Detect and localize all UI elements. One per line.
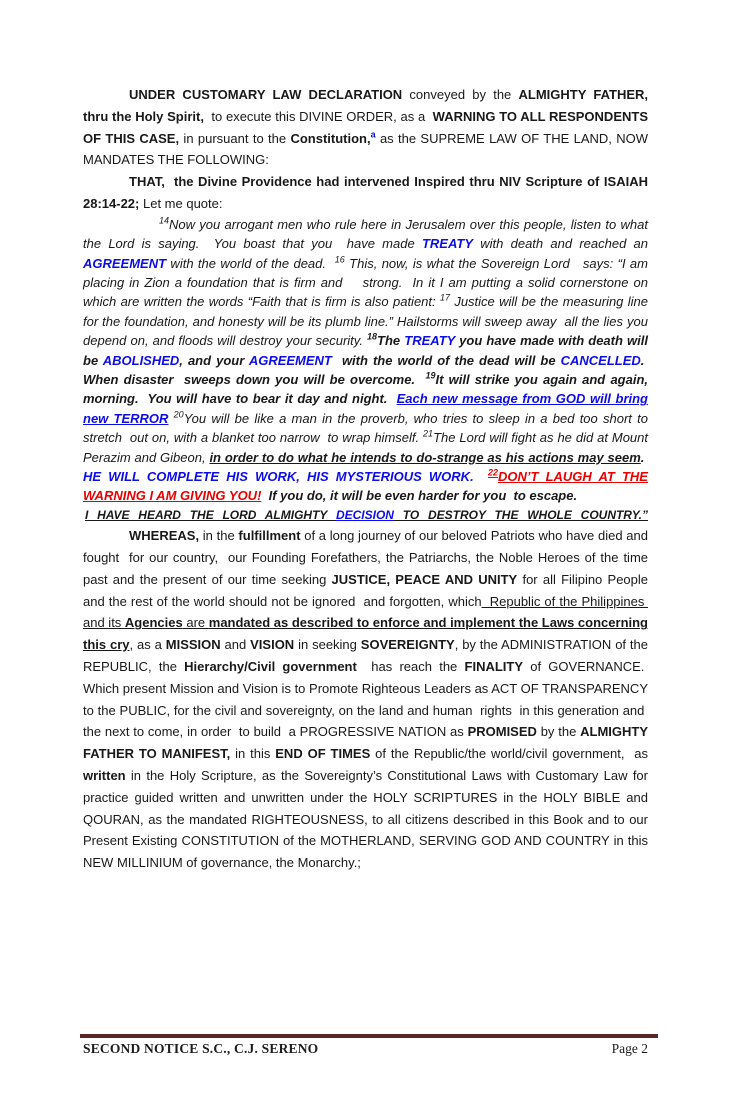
paragraph-quote-conclusion: I HAVE HEARD THE LORD ALMIGHTY DECISION TO DESTROY THE WHOLE COUNTRY.” <box>85 507 648 522</box>
page-footer <box>83 1041 648 1057</box>
document-body <box>83 84 648 874</box>
paragraph-declaration: UNDER CUSTOMARY LAW DECLARATION conveyed by the ALMIGHTY FATHER, thru the Holy Spirit, to execute this DIVINE ORDER, as a WARNING TO ALL RESPONDENTS OF THIS CASE, in pursuant to the Constitution,$^a$ as the SUPREME LAW OF THE LAND, NOW MANDATES THE FOLLOWING: <box>83 87 649 168</box>
footer-rule <box>80 1034 658 1038</box>
paragraph-isaiah-quote: $^{14}$Now you arrogant men who rule here in Jerusalem over this people, listen to what the Lord is saying. You boast that you have made TREATY with death and reached an AGREEMENT with the world of the dead. $^{16}$ This, now, is what the Sovereign Lord says: “I am placing in Zion a foundation that is firm and strong. In it I am putting a solid cornerstone on which are written the words “Faith that is firm is also patient: $^{17}$ Justice will be the measuring line for the foundation, and honesty will be its plumb line.” Hailstorms will sweep away all the lies you depend on, and floods will destroy your security. $^{18}$The TREATY you have made with death will be ABOLISHED, and your AGREEMENT with the world of the dead will be CANCELLED. When disaster sweeps down you will be overcome. $^{19}$It will strike you again and again, morning. You will have to bear it day and night. Each new message from GOD will bring new TERROR $^{20}$You will be like a man in the proverb, who tries to sleep in a bed too short to stretch out on, with a blanket too narrow to wrap himself. $^{21}$The Lord will fight as he did at Mount Perazim and Gibeon, in order to do what he intends to do-strange as his actions may seem. HE WILL COMPLETE HIS WORK, HIS MYSTERIOUS WORK. $^{22}$DON’T LAUGH AT THE WARNING I AM GIVING YOU! If you do, it will be even harder for you to escape. <box>83 215 649 504</box>
footer-page-number: Page 2 <box>611 1041 648 1056</box>
paragraph-whereas: WHEREAS, in the fulfillment of a long journey of our beloved Patriots who have died and fought for our country, our Founding Forefathers, the Patriarchs, the Noble Heroes of the time past and the present of our time seeking JUSTICE, PEACE AND UNITY for all Filipino People and the rest of the world should not be ignored and forgotten, which Republic of the Philippines and its Agencies are mandated as described to enforce and implement the Laws concerning this cry, as a MISSION and VISION in seeking SOVEREIGNTY, by the ADMINISTRATION of the REPUBLIC, the Hierarchy/Civil government has reach the FINALITY of GOVERNANCE. Which present Mission and Vision is to Promote Righteous Leaders as ACT OF TRANSPARENCY to the PUBLIC, for the civil and sovereignty, on the land and human rights in this generation and the next to come, in order to build a PROGRESSIVE NATION as PROMISED by the ALMIGHTY FATHER TO MANIFEST, in this END OF TIMES of the Republic/the world/civil government, as written in the Holy Scripture, as the Sovereignty’s Constitutional Laws with Customary Law for practice guided written and unwritten under the HOLY SCRIPTURES in the HOLY BIBLE and QOURAN, as the mandated RIGHTEOUSNESS, to all citizens described in this Book and to our Present Existing CONSTITUTION of the MOTHERLAND, SERVING GOD AND COUNTRY in this NEW MILLINIUM of governance, the Monarchy.; <box>83 528 649 871</box>
footer-doc-title: SECOND NOTICE S.C., C.J. SERENO <box>83 1041 319 1056</box>
paragraph-that-scripture: THAT, the Divine Providence had intervened Inspired thru NIV Scripture of ISAIAH 28:14-22; Let me quote: <box>83 174 648 211</box>
